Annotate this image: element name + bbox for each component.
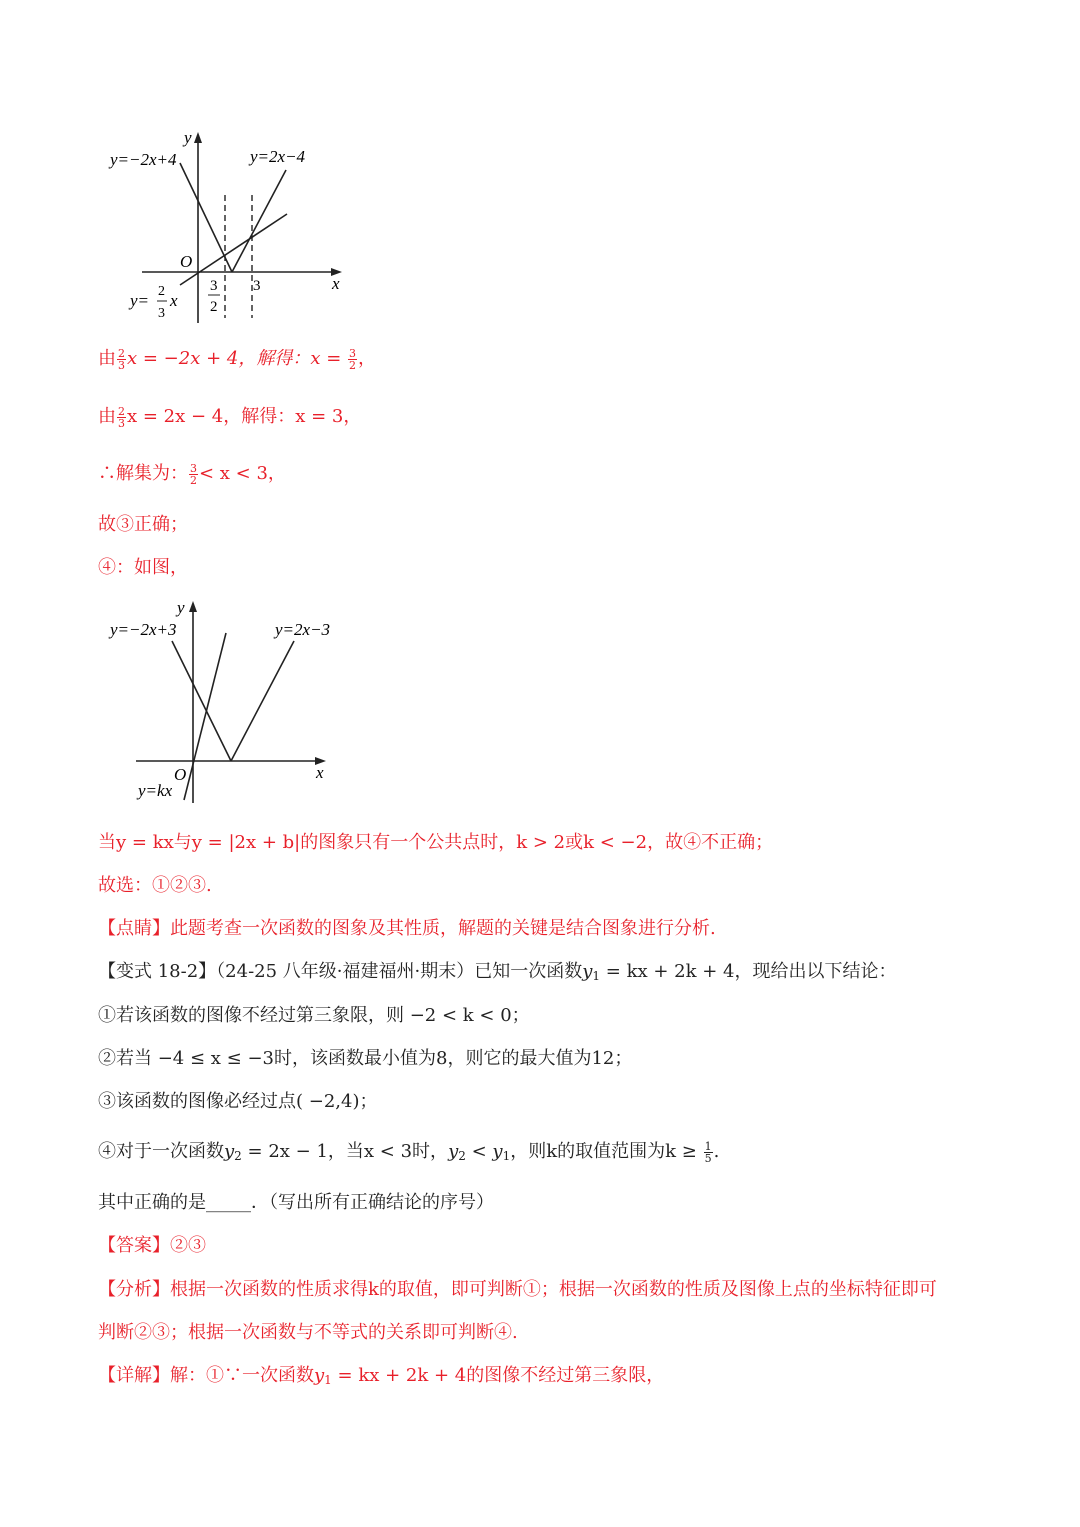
- label-line-2-3x-suffix: x: [170, 291, 178, 310]
- x-axis-label: x: [316, 763, 324, 782]
- y-axis-label: y: [177, 598, 185, 617]
- label-line-neg2x-plus4: y=−2x+4: [110, 150, 177, 169]
- line-y-2x-minus3: [231, 641, 294, 761]
- label-line-kx: y=kx: [138, 781, 173, 800]
- graph-2: [100, 595, 360, 810]
- label-line-2x-minus4: y=2x−4: [250, 147, 306, 166]
- line-y-kx: [184, 633, 226, 800]
- analysis-line-2: 判断②③；根据一次函数与不等式的关系即可判断④.: [98, 1322, 518, 1343]
- conclusion-3: ③该函数的图像必经过点( −2,4)；: [98, 1091, 378, 1112]
- question-line: 其中正确的是_____．（写出所有正确结论的序号）: [98, 1192, 494, 1213]
- origin-label: O: [174, 765, 187, 784]
- analysis-line-1: 【分析】根据一次函数的性质求得k的取值，即可判断①；根据一次函数的性质及图像上点的坐标特征即可: [98, 1279, 937, 1300]
- detail-line: 【详解】解：①∵一次函数$y_1$ = kx + 2k + 4的图像不经过第三象限，: [98, 1365, 665, 1387]
- line-y-neg2x-plus3: [172, 641, 231, 761]
- conclusion-4: ④对于一次函数$y_2 = 2x - 1$，当x < 3时，$y_2 < y_1$，则k的取值范围为k ≥ $\frac{1}{5}$ .: [98, 1139, 720, 1165]
- line-y-2-3x: [180, 214, 287, 285]
- label-line-2-3x-prefix: y=: [130, 291, 150, 310]
- solution-line-5: ④：如图，: [98, 557, 188, 578]
- solution-line-7: 故选：①②③.: [98, 875, 212, 896]
- label-line-neg2x-plus3: y=−2x+3: [110, 620, 177, 639]
- tick-label-3-2-num: 3: [210, 278, 218, 294]
- solution-line-4: 故③正确；: [98, 514, 188, 535]
- line-y-2x-minus4: [232, 170, 286, 272]
- tick-label-3: 3: [253, 278, 261, 294]
- y-axis-arrow: [194, 132, 202, 143]
- label-line-2x-minus3: y=2x−3: [275, 620, 331, 639]
- solution-line-3: ∴解集为： $\frac{3}{2}$ < x < 3，: [98, 461, 286, 487]
- graph-1: [100, 125, 360, 330]
- answer-line: 【答案】②③: [98, 1235, 206, 1256]
- x-axis-label: x: [332, 274, 340, 293]
- solution-line-1: 由 $\frac{2}{3}$ x = −2x + 4，解得：x = $\frac{3}{2}$ ，: [98, 346, 377, 372]
- label-line-2-3x-den: 3: [158, 306, 165, 321]
- conclusion-1: ①若该函数的图像不经过第三象限，则 −2 < k < 0；: [98, 1005, 530, 1026]
- remark-line: 【点睛】此题考查一次函数的图象及其性质，解题的关键是结合图象进行分析.: [98, 918, 716, 939]
- tick-label-3-2-den: 2: [210, 299, 218, 315]
- problem-title: 【变式 18-2】（24-25 八年级·福建福州·期末）已知一次函数$y_1$ = kx + 2k + 4，现给出以下结论：: [98, 961, 897, 983]
- label-line-2-3x-num: 2: [158, 284, 165, 299]
- y-axis-arrow: [189, 601, 197, 612]
- solution-line-6: 当y = kx与y = |2x + b|的图象只有一个公共点时，k > 2或k < −2，故④不正确；: [98, 832, 774, 853]
- y-axis-label: y: [184, 128, 192, 147]
- origin-label: O: [180, 252, 193, 271]
- solution-line-2: 由 $\frac{2}{3}$ x = 2x − 4，解得：x = 3，: [98, 404, 362, 430]
- conclusion-2: ②若当 −4 ≤ x ≤ −3时，该函数最小值为8，则它的最大值为12；: [98, 1048, 633, 1069]
